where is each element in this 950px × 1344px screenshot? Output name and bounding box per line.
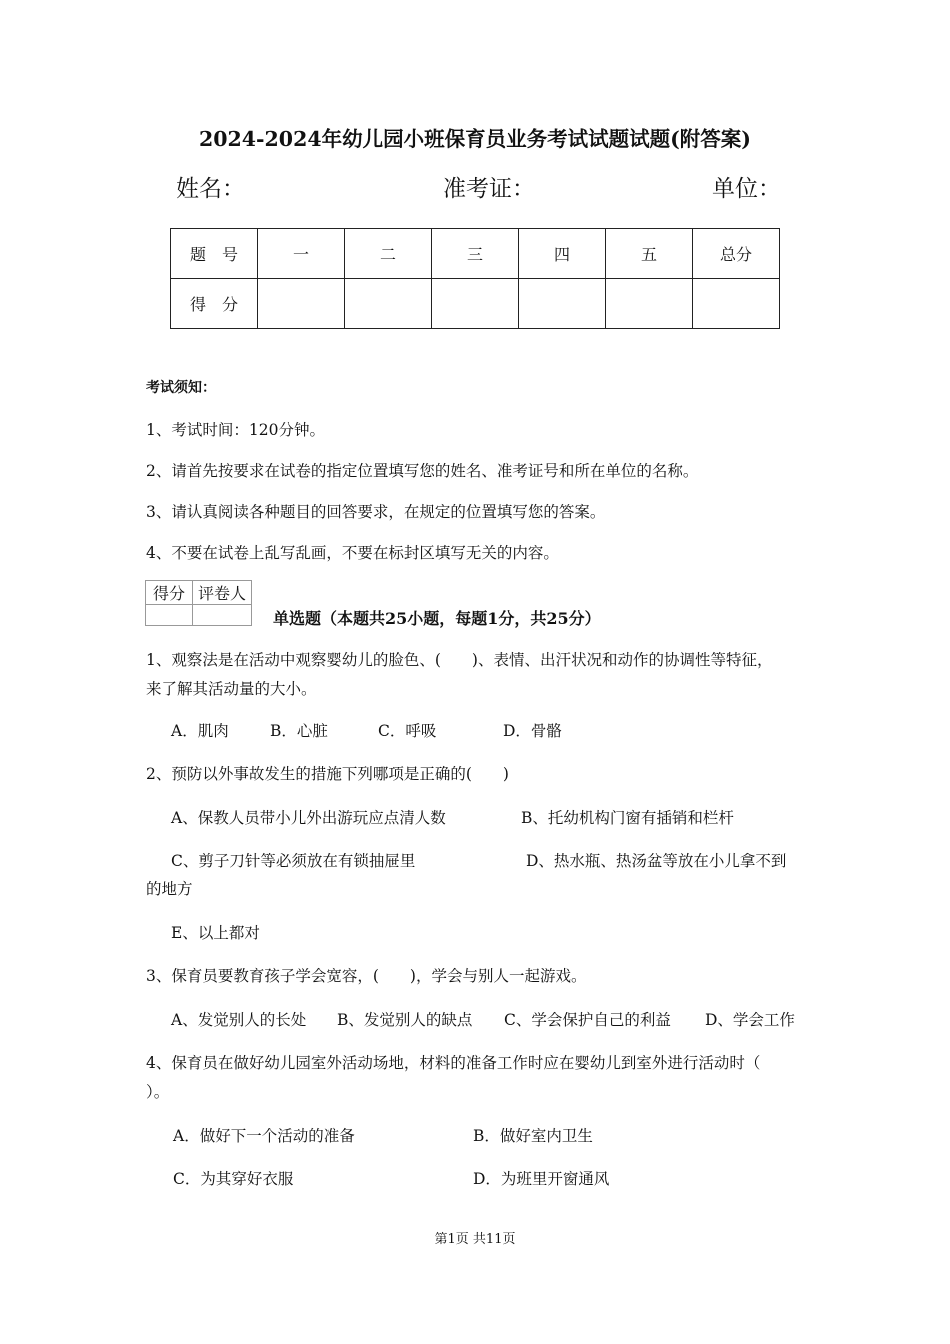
- name-field-label: 姓名：: [176, 176, 245, 202]
- score-header-cell: 五: [606, 229, 693, 279]
- option-a[interactable]: A．做好下一个活动的准备: [173, 1127, 355, 1145]
- notice-item: 2、请首先按要求在试卷的指定位置填写您的姓名、准考证号和所在单位的名称。: [146, 462, 699, 480]
- score-header-cell: 三: [432, 229, 519, 279]
- question-stem: 2、预防以外事故发生的措施下列哪项是正确的( ): [146, 765, 509, 783]
- option-b[interactable]: B．心脏: [270, 722, 328, 740]
- option-b[interactable]: B．做好室内卫生: [473, 1127, 593, 1145]
- option-b[interactable]: B、托幼机构门窗有插销和栏杆: [521, 809, 734, 827]
- score-header-cell: 总分: [693, 229, 780, 279]
- grader-name-label: 评卷人: [193, 581, 252, 605]
- option-c[interactable]: C．呼吸: [378, 722, 437, 740]
- score-row-label: 得 分: [171, 279, 258, 329]
- grader-name-cell[interactable]: [193, 605, 252, 626]
- exam-id-field-label: 准考证：: [443, 176, 535, 202]
- score-table: [170, 228, 780, 329]
- notice-item: 4、不要在试卷上乱写乱画，不要在标封区填写无关的内容。: [146, 544, 559, 562]
- score-cell[interactable]: [693, 279, 780, 329]
- score-header-cell: 一: [258, 229, 345, 279]
- question-stem: ）。: [146, 1083, 170, 1101]
- grader-score-label: 得分: [146, 581, 193, 605]
- document-title: 2024-2024年幼儿园小班保育员业务考试试题试题(附答案): [198, 127, 752, 151]
- option-c[interactable]: C．为其穿好衣服: [173, 1170, 294, 1188]
- score-header-cell: 四: [519, 229, 606, 279]
- score-header-cell: 二: [345, 229, 432, 279]
- option-e[interactable]: E、以上都对: [171, 924, 260, 942]
- grader-box: [145, 580, 252, 626]
- option-c[interactable]: C、剪子刀针等必须放在有锁抽屉里: [171, 852, 416, 870]
- question-stem: 3、保育员要教育孩子学会宽容，( )，学会与别人一起游戏。: [146, 967, 587, 985]
- option-a[interactable]: A、保教人员带小儿外出游玩应点清人数: [171, 809, 446, 827]
- question-stem: 4、保育员在做好幼儿园室外活动场地，材料的准备工作时应在婴幼儿到室外进行活动时（: [146, 1054, 761, 1072]
- option-d-continuation: 的地方: [146, 880, 193, 898]
- grader-score-cell[interactable]: [146, 605, 193, 626]
- question-stem: 来了解其活动量的大小。: [146, 680, 317, 698]
- score-cell[interactable]: [258, 279, 345, 329]
- question-stem: 1、观察法是在活动中观察婴幼儿的脸色、( )、表情、出汗状况和动作的协调性等特征，: [146, 651, 773, 669]
- score-table-header-row: [171, 229, 780, 279]
- notice-heading: 考试须知：: [146, 380, 216, 396]
- section-title: 单选题（本题共25小题，每题1分，共25分）: [273, 609, 601, 628]
- score-cell[interactable]: [606, 279, 693, 329]
- notice-item: 3、请认真阅读各种题目的回答要求，在规定的位置填写您的答案。: [146, 503, 606, 521]
- option-c[interactable]: C、学会保护自己的利益: [504, 1011, 671, 1029]
- unit-field-label: 单位：: [712, 176, 781, 202]
- score-header-cell: 题 号: [171, 229, 258, 279]
- score-cell[interactable]: [519, 279, 606, 329]
- notice-item: 1、考试时间：120分钟。: [146, 421, 325, 439]
- page-footer: 第1页 共11页: [434, 1232, 516, 1247]
- option-d[interactable]: D．为班里开窗通风: [473, 1170, 610, 1188]
- option-d[interactable]: D．骨骼: [503, 722, 562, 740]
- option-a[interactable]: A、发觉别人的长处: [171, 1011, 307, 1029]
- score-cell[interactable]: [432, 279, 519, 329]
- score-cell[interactable]: [345, 279, 432, 329]
- score-table-score-row: [171, 279, 780, 329]
- option-b[interactable]: B、发觉别人的缺点: [337, 1011, 473, 1029]
- option-d[interactable]: D、学会工作: [705, 1011, 795, 1029]
- option-a[interactable]: A．肌肉: [171, 722, 229, 740]
- option-d[interactable]: D、热水瓶、热汤盆等放在小儿拿不到: [526, 852, 787, 870]
